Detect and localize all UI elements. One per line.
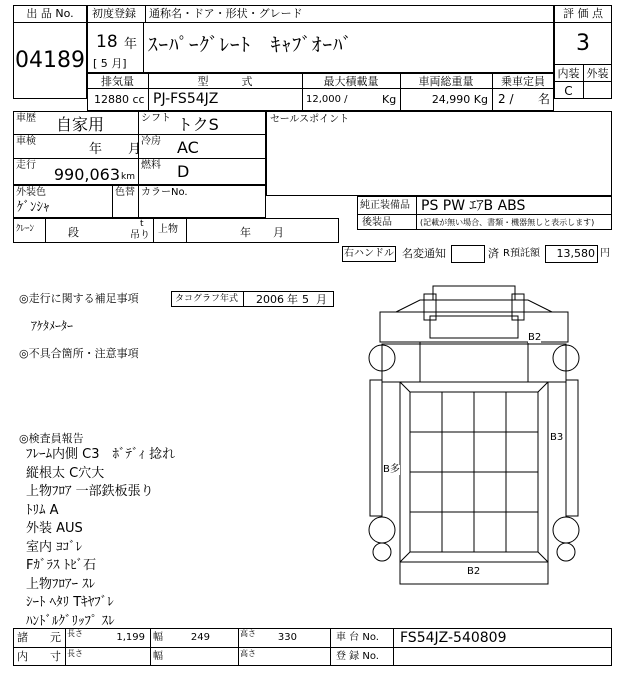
recycle-label: 済 <box>488 247 499 260</box>
lot-label: 出 品 No. <box>26 7 74 20</box>
height-label: 高さ <box>240 629 256 638</box>
reg-label: 初度登録 <box>92 7 136 20</box>
color-value: ｹﾞﾝｼｬ <box>17 200 50 215</box>
mileage-value: 990,063 <box>53 165 120 184</box>
inspector-line: 上物ﾌﾛｱ 一部鉄板張り <box>26 484 154 499</box>
damage-mark-rear: B2 <box>467 566 481 577</box>
damage-mark-side-left: B多 <box>383 464 400 475</box>
name-change-box <box>451 245 485 263</box>
supplement-text: ｱｹﾀﾒｰﾀｰ <box>31 319 74 333</box>
mileage-label: 走行 <box>16 160 36 171</box>
max-load-value: 12,000 / <box>306 94 348 105</box>
gross-weight-label: 車両総重量 <box>418 75 474 88</box>
inspector-label: ◎検査員報告 <box>19 432 84 445</box>
crane-ton: 吊り <box>130 230 150 241</box>
tachograph-month-unit: 月 <box>316 293 327 306</box>
inspector-line: 外装 AUS <box>26 521 83 536</box>
handle-value: 右ハンドル <box>344 248 394 259</box>
after-equipment-label: 後装品 <box>362 217 392 228</box>
inner-height-label: 高さ <box>240 649 256 658</box>
fuel-value: D <box>177 162 190 181</box>
damage-mark-side-right: B3 <box>550 432 564 443</box>
name-change-label: 名変通知 <box>402 247 446 260</box>
ac-value: AC <box>177 138 199 157</box>
inspector-line: 縦根太 C穴大 <box>26 465 105 481</box>
height-value: 330 <box>277 632 297 643</box>
inspector-line: 上物ﾌﾛｱｰ ｽﾚ <box>26 576 96 592</box>
reg-month: [ 5 月] <box>93 57 127 70</box>
inner-length-label: 長さ <box>67 649 83 658</box>
crane-label: ｸﾚｰﾝ <box>16 224 35 234</box>
crane-stage: 段 <box>68 226 79 239</box>
after-equipment-note: (記載が無い場合、書類・機器無しと表示します) <box>420 218 595 227</box>
reg-no-label: 登 録 No. <box>336 651 379 662</box>
reg-year-unit: 年 <box>124 37 138 52</box>
chassis-no: FS54JZ-540809 <box>400 630 507 646</box>
displacement-label: 排気量 <box>101 75 134 88</box>
upper-date: 年 月 <box>240 226 284 239</box>
interior-label: 内装 <box>557 67 580 80</box>
exterior-label: 外装 <box>586 67 609 80</box>
color-code-label: 色替 <box>115 187 135 198</box>
inspector-line: ﾊﾝﾄﾞﾙｸﾞﾘｯﾌﾟ ｽﾚ <box>26 613 115 629</box>
tachograph-year-unit: 年 <box>287 293 298 306</box>
color-no-label: カラーNo. <box>141 187 188 198</box>
defects-label: ◎不具合箇所・注意事項 <box>19 347 139 360</box>
width-label: 幅 <box>153 632 163 643</box>
mileage-unit: km <box>121 172 135 182</box>
max-load-label: 最大積載量 <box>323 75 379 88</box>
sales-point-label: セールスポイント <box>270 114 350 125</box>
capacity-label: 乗車定員 <box>501 75 545 88</box>
capacity-unit: 名 <box>538 92 551 106</box>
equipment-label: 純正装備品 <box>360 200 410 211</box>
inspection-label: 車検 <box>16 136 36 147</box>
model-name: ｽｰﾊﾟｰｸﾞﾚｰﾄ ｷｬﾌﾞｵｰﾊﾞ <box>148 34 354 56</box>
upper-label: 上物 <box>158 224 178 235</box>
capacity-value: 2 / <box>498 92 514 106</box>
equipment-value: PS PW ｴｱB ABS <box>421 198 526 214</box>
shift-label: シフト <box>141 113 171 124</box>
score-value: 3 <box>576 31 590 56</box>
inner-label: 内 寸 <box>17 650 61 663</box>
grade-label: 通称名・ドア・形状・グレード <box>149 7 303 20</box>
recycle-deposit-value: 13,580 <box>556 247 595 260</box>
recycle-unit: 円 <box>600 248 610 259</box>
tachograph-label: タコグラフ年式 <box>175 294 239 304</box>
length-label: 長さ <box>67 629 83 638</box>
damage-mark-front: B2 <box>528 332 542 343</box>
recycle-deposit-label: R預託額 <box>503 248 540 259</box>
crane-ton-top: t <box>140 219 144 229</box>
dim-label: 諸 元 <box>17 631 61 644</box>
model-code: PJ-FS54JZ <box>153 91 219 107</box>
inspector-line: ｼｰﾄ ﾍﾀﾘ Tｷﾔﾌﾞﾚ <box>26 595 114 610</box>
inspector-line: Fｶﾞﾗｽ ﾄﾋﾞ石 <box>26 558 97 573</box>
color-label: 外装色 <box>16 187 46 198</box>
history-label: 車歴 <box>16 113 36 124</box>
reg-year: 18 <box>96 32 118 52</box>
gross-weight-value: 24,990 Kg <box>431 93 488 106</box>
fuel-label: 燃料 <box>141 160 161 171</box>
lot-number: 04189 <box>15 48 85 73</box>
tachograph-year: 2006 <box>256 293 284 306</box>
shift-value: トクS <box>177 115 219 134</box>
inspector-line: 室内 ﾖｺﾞﾚ <box>26 539 83 555</box>
inspection-value: 年 月 <box>89 142 142 157</box>
width-value: 249 <box>190 632 210 643</box>
chassis-label: 車 台 No. <box>336 632 379 643</box>
interior-score: C <box>564 84 573 98</box>
ac-label: 冷房 <box>141 136 161 147</box>
inner-width-label: 幅 <box>153 651 163 662</box>
score-label: 評 価 点 <box>563 7 603 20</box>
model-label: 型 式 <box>197 75 253 88</box>
supplement-label: ◎走行に関する補足事項 <box>19 292 139 305</box>
displacement-value: 12880 cc <box>94 93 145 106</box>
history-value: 自家用 <box>56 115 105 134</box>
tachograph-month: 5 <box>302 293 309 306</box>
inspector-line: ﾌﾚｰﾑ内側 C3 ﾎﾞﾃﾞｨ 捻れ <box>26 447 176 462</box>
inspector-line: ﾄﾘﾑ A <box>26 502 59 518</box>
max-load-unit: Kg <box>382 93 397 106</box>
color-box <box>13 185 266 218</box>
length-value: 1,199 <box>116 632 145 643</box>
